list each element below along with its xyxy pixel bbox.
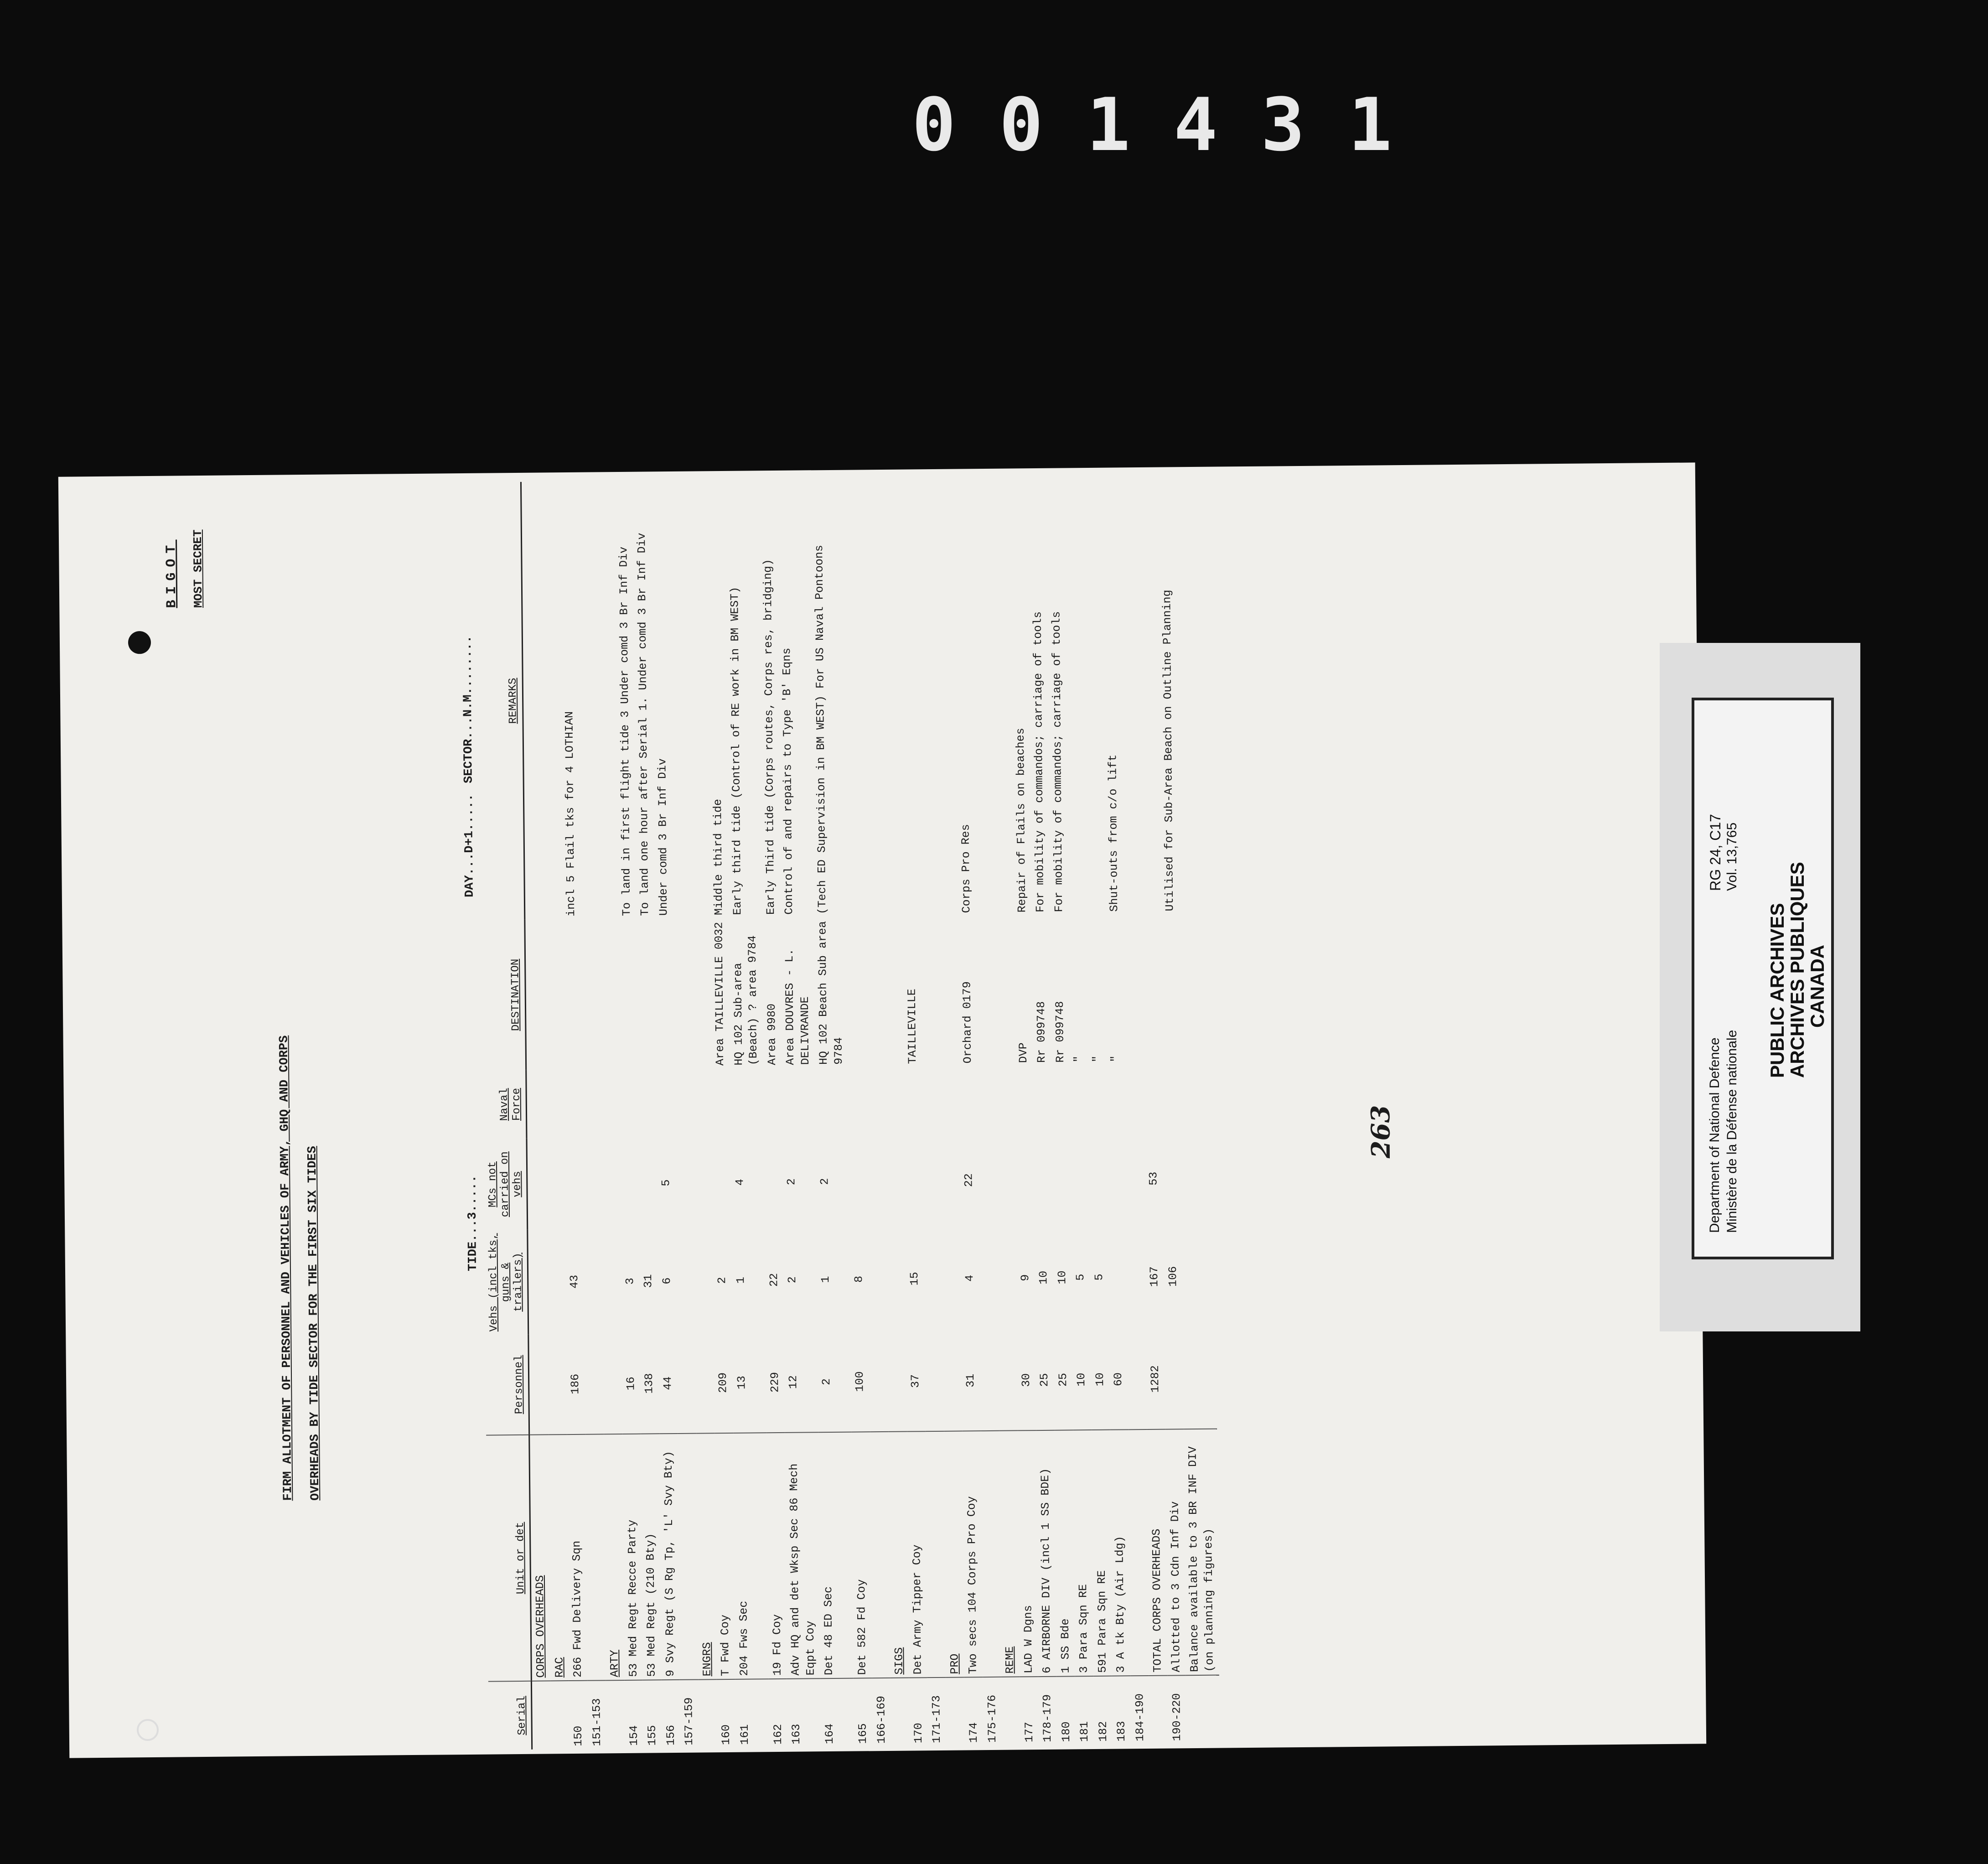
cell-naval [996,1066,1015,1134]
cell-serial: 163 [789,1724,803,1745]
cell-naval [674,1069,694,1137]
cell-naval [904,1067,923,1135]
cell-mcs [849,1135,868,1227]
cell-unit [925,1431,946,1678]
cell-unit: SIGS [888,1432,909,1678]
cell-naval [711,1068,730,1137]
cell-naval [867,1067,886,1135]
cell-personnel [869,1331,888,1432]
cell-personnel [1128,1329,1147,1429]
document-page [58,462,1706,1758]
cell-serial: 180 [1059,1721,1073,1742]
cell-unit: 204 Fws Sec [733,1433,769,1679]
cell-unit: 9 Svy Regt (S Rg Tp, 'L' Svy Bty) [659,1434,680,1680]
cell-dest: Rr 099748 [1034,1001,1049,1063]
cell-naval [1051,1065,1071,1134]
table-body [521,476,1220,1750]
cell-vehs: 9 [1018,1274,1032,1281]
cell-serial: 156 [664,1724,678,1746]
cell-personnel: 44 [658,1333,678,1434]
cell-naval [782,1067,815,1136]
cell-mcs: 22 [962,1173,976,1187]
stamp-pa-en: PUBLIC ARCHIVES [1766,903,1788,1078]
cell-serial [606,1680,625,1749]
cell-unit [678,1434,698,1680]
cell-remarks: Middle third tide [711,798,726,916]
cell-naval [526,1070,546,1138]
document-title-line2: OVERHEADS BY TIDE SECTOR FOR THE FIRST SIX TIDES [305,1146,323,1501]
cell-personnel [1183,1329,1217,1429]
cell-mcs: 4 [733,1179,746,1186]
cell-mcs [764,1136,783,1227]
cell-unit: Allotted to 3 Cdn Inf Div [1165,1429,1186,1675]
cell-serial: 157-159 [682,1697,696,1745]
cell-dest [865,916,885,1067]
cell-mcs: 53 [1147,1171,1160,1186]
cell-vehs: 31 [642,1274,655,1288]
cell-personnel [943,1331,962,1431]
cell-naval [1088,1065,1108,1134]
cell-unit: LAD W Dgns [1018,1430,1038,1677]
cell-personnel: 10 [1091,1330,1110,1430]
cell-vehs: 15 [907,1272,921,1286]
cell-naval [848,1067,867,1135]
cell-personnel [677,1333,696,1434]
cell-dest [544,919,564,1070]
cell-naval [1107,1065,1126,1133]
cell-unit: ARTY [604,1434,624,1680]
cell-dest: HQ 102 Beach Sub area 9784 [816,921,845,1065]
cell-serial: 184-190 [1133,1693,1147,1742]
cell-vehs [868,1227,888,1331]
cell-remarks: To land one hour after Serial 1. Under comd 3 Br Inf Div [635,533,652,916]
cell-dest: " [1090,1055,1104,1063]
header-remarks: REMARKS [478,482,525,920]
cell-personnel: 25 [1054,1330,1073,1430]
cell-mcs [1070,1134,1089,1225]
cell-serial: 150 [571,1725,585,1746]
cell-vehs: 4 [963,1274,977,1282]
cell-mcs [694,1137,713,1228]
cell-vehs: 22 [767,1273,781,1287]
stamp-country: CANADA [1807,945,1828,1028]
cell-mcs [675,1137,694,1228]
cell-mcs [564,1138,584,1229]
cell-vehs: 106 [1166,1266,1180,1287]
cell-naval [637,1069,657,1137]
cell-unit: 53 Med Regt Recce Party [622,1434,643,1680]
cell-vehs: 6 [660,1277,673,1284]
cell-vehs: 1 [734,1277,747,1284]
cell-mcs [601,1138,621,1229]
cell-remarks: Early Third tide (Corps routes, Corps res, bridging) [761,559,777,915]
cell-unit: TOTAL CORPS OVERHEADS [1147,1429,1167,1676]
cell-mcs [904,1135,923,1226]
cell-dest [1179,914,1214,1065]
cell-dest [655,918,674,1069]
cell-personnel [528,1334,549,1434]
cell-serial: 183 [1114,1721,1129,1742]
cell-naval [1125,1065,1144,1133]
stamp-pa-fr: ARCHIVES PUBLIQUES [1786,862,1808,1078]
cell-serial: 178-179 [1041,1694,1055,1743]
cell-naval [922,1067,941,1135]
cell-mcs [1033,1134,1052,1225]
cell-naval [1144,1065,1163,1133]
cell-dest: HQ 102 Sub-area (Beach) ? area 9784 [731,935,761,1066]
stamp-dept-fr: Ministère de la Défense nationale [1724,1030,1740,1233]
cell-dest [921,916,940,1067]
cell-mcs [978,1134,997,1226]
cell-vehs: 5 [1092,1274,1106,1281]
header-mcs: MCs not carried on vehs [484,1139,528,1230]
cell-naval [582,1069,601,1138]
cell-serial: 165 [856,1723,870,1744]
classification-label: BIGOT [164,539,180,608]
cell-vehs [1127,1224,1146,1329]
cell-unit: Det 48 ED Sec [818,1432,854,1679]
cell-serial [1149,1676,1168,1744]
stamp-ref1: RG 24, C17 [1707,814,1724,891]
cell-unit: 266 Fwd Delivery Sqn [567,1434,587,1681]
cell-unit: 3 Para Sqn RE [1073,1430,1093,1676]
cell-naval [730,1068,764,1137]
cell-personnel [998,1330,1017,1430]
cell-mcs [620,1138,639,1229]
cell-unit: PRO [944,1431,964,1677]
cell-remarks [1175,476,1212,914]
cell-unit [585,1434,606,1680]
cell-naval [545,1070,564,1138]
cell-unit [870,1432,890,1678]
header-unit: Unit or det [486,1435,531,1682]
cell-dest: " [1072,1056,1086,1063]
cell-vehs: 10 [1055,1270,1069,1284]
cell-serial: 155 [645,1725,659,1746]
cell-serial: 162 [771,1724,785,1745]
cell-remarks: Corps Pro Res [959,824,973,913]
cell-unit: 19 Fd Coy [766,1433,787,1679]
cell-unit: CORPS OVERHEADS [529,1434,551,1681]
cell-vehs [942,1226,962,1331]
cell-vehs [528,1229,548,1334]
document-sheet [58,462,1706,1758]
cell-unit: Balance available to 3 BR INF DIV (on planning figures) [1184,1429,1219,1676]
cell-mcs [638,1137,657,1228]
cell-vehs [547,1229,566,1334]
cell-personnel: 186 [566,1334,585,1434]
handwritten-total: 263 [1365,1105,1396,1159]
cell-dest [618,919,637,1069]
cell-dest: Area DOUVRES - L. DELIVRANDE [782,948,812,1065]
cell-dest: Rr 099748 [1053,1001,1067,1063]
cell-unit: RAC [549,1434,569,1681]
cell-serial [531,1681,551,1749]
cell-naval [763,1068,782,1136]
cell-mcs [1181,1133,1215,1224]
cell-unit [981,1431,1001,1677]
cell-mcs [1052,1134,1071,1225]
header-vehs: Vehs (incl tks, guns & trailers) [484,1230,528,1335]
header-personnel: Personnel [485,1335,529,1435]
cell-unit: Two secs 104 Corps Pro Coy [962,1431,983,1677]
cell-serial: 151-153 [590,1698,604,1746]
cell-unit: Det 582 Fd Coy [851,1432,872,1678]
cell-personnel: 30 [1017,1330,1036,1430]
cell-dest [525,919,545,1070]
cell-mcs [885,1135,905,1227]
cell-dest [1142,914,1162,1065]
cell-personnel [924,1331,943,1431]
cell-serial [890,1678,910,1746]
cell-personnel: 16 [621,1334,641,1434]
cell-naval [1070,1065,1089,1134]
cell-personnel [603,1334,622,1434]
cell-remarks: Utilised for Sub-Area Beach on Outline Planning [1160,590,1176,911]
film-hole-mark [137,1719,159,1741]
cell-serial: 161 [738,1724,751,1745]
cell-personnel: 60 [1109,1329,1128,1429]
cell-vehs [997,1225,1017,1330]
cell-remarks: Shut-outs from c/o lift [1106,754,1121,912]
cell-unit: 1 SS Bde [1055,1430,1075,1676]
cell-vehs: 10 [1037,1270,1051,1285]
day-field: DAY...D+1..... [462,793,477,898]
cell-personnel: 12 [784,1332,818,1433]
stamp-ref2: Vol. 13,765 [1724,822,1740,891]
cell-mcs [1163,1133,1182,1224]
cell-personnel [887,1331,906,1432]
hole-punch-mark [128,631,151,654]
cell-dest [1161,914,1180,1064]
cell-vehs [979,1226,999,1331]
cell-remarks: (Tech ED Supervision in BM WEST) For US Naval Pontoons [813,544,829,915]
cell-naval [1180,1064,1214,1133]
cell-naval [1015,1066,1034,1134]
cell-mcs: 2 [785,1178,798,1186]
sector-field: SECTOR...N.M........ [461,635,476,784]
cell-vehs: 8 [852,1275,866,1283]
cell-unit: Adv HQ and det Wksp Sec 86 Mech Eqpt Coy [785,1432,820,1679]
cell-personnel: 10 [1072,1330,1091,1430]
cell-remarks: Repair of Flails on beaches [1014,728,1029,913]
cell-mcs [867,1135,886,1227]
cell-personnel [1165,1329,1184,1429]
cell-personnel: 2 [817,1332,851,1433]
cell-serial [1001,1677,1020,1745]
cell-dest [976,916,996,1066]
cell-dest: TAILLEVILLE [905,989,919,1064]
cell-dest [599,919,619,1069]
cell-serial: 170 [911,1723,925,1744]
cell-vehs [584,1229,603,1334]
cell-dest [994,915,1014,1066]
cell-personnel: 138 [640,1333,659,1434]
cell-serial: 164 [823,1723,837,1745]
cell-naval [656,1069,675,1137]
cell-mcs [1015,1134,1034,1225]
cell-personnel: 13 [732,1332,766,1433]
cell-serial: 181 [1077,1721,1092,1742]
cell-naval [564,1070,583,1138]
cell-mcs [712,1137,731,1228]
cell-personnel: 209 [714,1333,733,1433]
cell-personnel [980,1331,999,1431]
cell-vehs: 43 [568,1274,581,1289]
cell-serial: 175-176 [985,1694,999,1743]
cell-serial: 166-169 [874,1695,888,1744]
cell-mcs [583,1138,602,1229]
cell-serial: 182 [1096,1721,1110,1742]
tide-field: TIDE...3..... [466,1175,481,1271]
cell-personnel [585,1334,604,1434]
archive-stamp-text [1694,695,1831,1251]
cell-mcs [1089,1134,1108,1225]
cell-naval [885,1067,904,1135]
cell-serial: 190-220 [1170,1693,1184,1741]
cell-mcs [1126,1133,1145,1224]
cell-serial [698,1679,717,1748]
cell-remarks: For mobility of commandos; carriage of tools [1031,611,1047,913]
cell-dest [581,919,601,1069]
cell-vehs: 5 [1074,1274,1087,1281]
cell-mcs [527,1138,547,1229]
cell-remarks: incl 5 Flail tks for 4 LOTHIAN [563,711,578,917]
cell-dest [939,916,959,1067]
cell-personnel [695,1333,714,1433]
allotment-table [478,476,1220,1750]
cell-unit: REME [999,1430,1020,1677]
cell-mcs [1107,1133,1126,1224]
cell-personnel: 25 [1035,1330,1054,1430]
cell-dest: " [1108,1055,1123,1062]
cell-unit: ENGRS [696,1433,717,1679]
cell-dest [562,919,582,1070]
cell-naval [1033,1066,1052,1134]
cell-serial: 160 [719,1724,733,1745]
cell-naval [978,1066,997,1134]
cell-dest: DVP [1016,1042,1030,1063]
cell-personnel: 37 [906,1331,925,1431]
cell-vehs: 2 [715,1277,729,1284]
header-serial: Serial [488,1681,532,1750]
cell-personnel: 229 [766,1332,785,1433]
cell-serial: 154 [627,1725,641,1746]
cell-mcs: 5 [659,1179,673,1186]
cell-personnel: 1282 [1146,1329,1165,1429]
cell-remarks: Under comd 3 Br Inf Div [655,758,670,916]
cell-dest [884,916,903,1067]
cell-unit [1129,1429,1149,1676]
cell-dest [847,916,866,1067]
cell-vehs: 167 [1148,1266,1161,1287]
cell-unit: 591 Para Sqn RE [1092,1430,1112,1676]
cell-naval [1162,1064,1181,1133]
cell-mcs: 2 [818,1178,832,1185]
cell-remarks: Control of and repairs to Type 'B' Eqns [780,647,796,915]
cell-naval [619,1069,638,1138]
document-title-line1: FIRM ALLOTMENT OF PERSONNEL AND VEHICLES OF ARMY, GHQ AND CORPS [277,1035,295,1501]
cell-vehs [676,1228,695,1333]
frame-number: 001431 [912,82,1435,167]
cell-personnel [548,1334,567,1434]
cell-unit: 3 A tk Bty (Air Ldg) [1110,1429,1130,1676]
cell-serial [946,1677,965,1745]
cell-personnel: 31 [961,1331,980,1431]
cell-serial: 171-173 [930,1695,944,1744]
cell-remarks: To land in first flight tide 3 Under comd 3 Br Inf Div [616,546,633,916]
cell-naval [815,1067,849,1136]
cell-unit: 53 Med Regt (210 Bty) [641,1434,661,1680]
cell-dest: Orchard 0179 [960,981,975,1064]
stamp-dept-en: Department of National Defence [1707,1037,1722,1233]
cell-mcs [996,1134,1015,1225]
cell-vehs: 1 [819,1276,833,1283]
cell-dest: Area TAILLEVILLE 0032 [712,922,727,1066]
cell-naval [959,1066,978,1134]
cell-mcs [922,1135,942,1226]
cell-dest [1124,914,1144,1065]
cell-vehs [923,1226,943,1331]
cell-personnel: 100 [850,1331,870,1432]
cell-remarks: For mobility of commandos; carriage of tools [1049,611,1066,912]
cell-serial [550,1681,569,1749]
cell-vehs [1182,1224,1216,1329]
cell-dest [636,918,656,1069]
cell-vehs [1108,1224,1128,1329]
cell-serial: 174 [967,1722,981,1743]
cell-naval [693,1068,712,1137]
cell-remarks: Early third tide (Control of RE work in BM WEST) [728,586,744,915]
cell-unit: 6 AIRBORNE DIV (incl 1 SS BDE) [1036,1430,1056,1677]
security-label: MOST SECRET [191,529,206,608]
cell-vehs [694,1228,714,1333]
cell-serial: 177 [1022,1722,1036,1743]
cell-unit: T Fwd Coy [714,1433,735,1679]
cell-serial [1186,1675,1220,1744]
cell-naval [601,1069,620,1138]
cell-unit: Det Army Tipper Coy [907,1431,927,1678]
cell-dest [692,918,711,1068]
cell-mcs [941,1135,960,1226]
cell-mcs [546,1138,565,1229]
cell-dest: Area 9980 [765,1003,779,1066]
header-naval: Naval Force [483,1070,527,1139]
cell-naval [941,1067,960,1135]
cell-vehs [886,1227,906,1331]
cell-vehs [602,1229,621,1334]
cell-dest [673,918,693,1069]
header-destination: DESTINATION [481,920,526,1071]
cell-vehs: 3 [623,1278,637,1285]
cell-vehs: 2 [786,1276,799,1284]
